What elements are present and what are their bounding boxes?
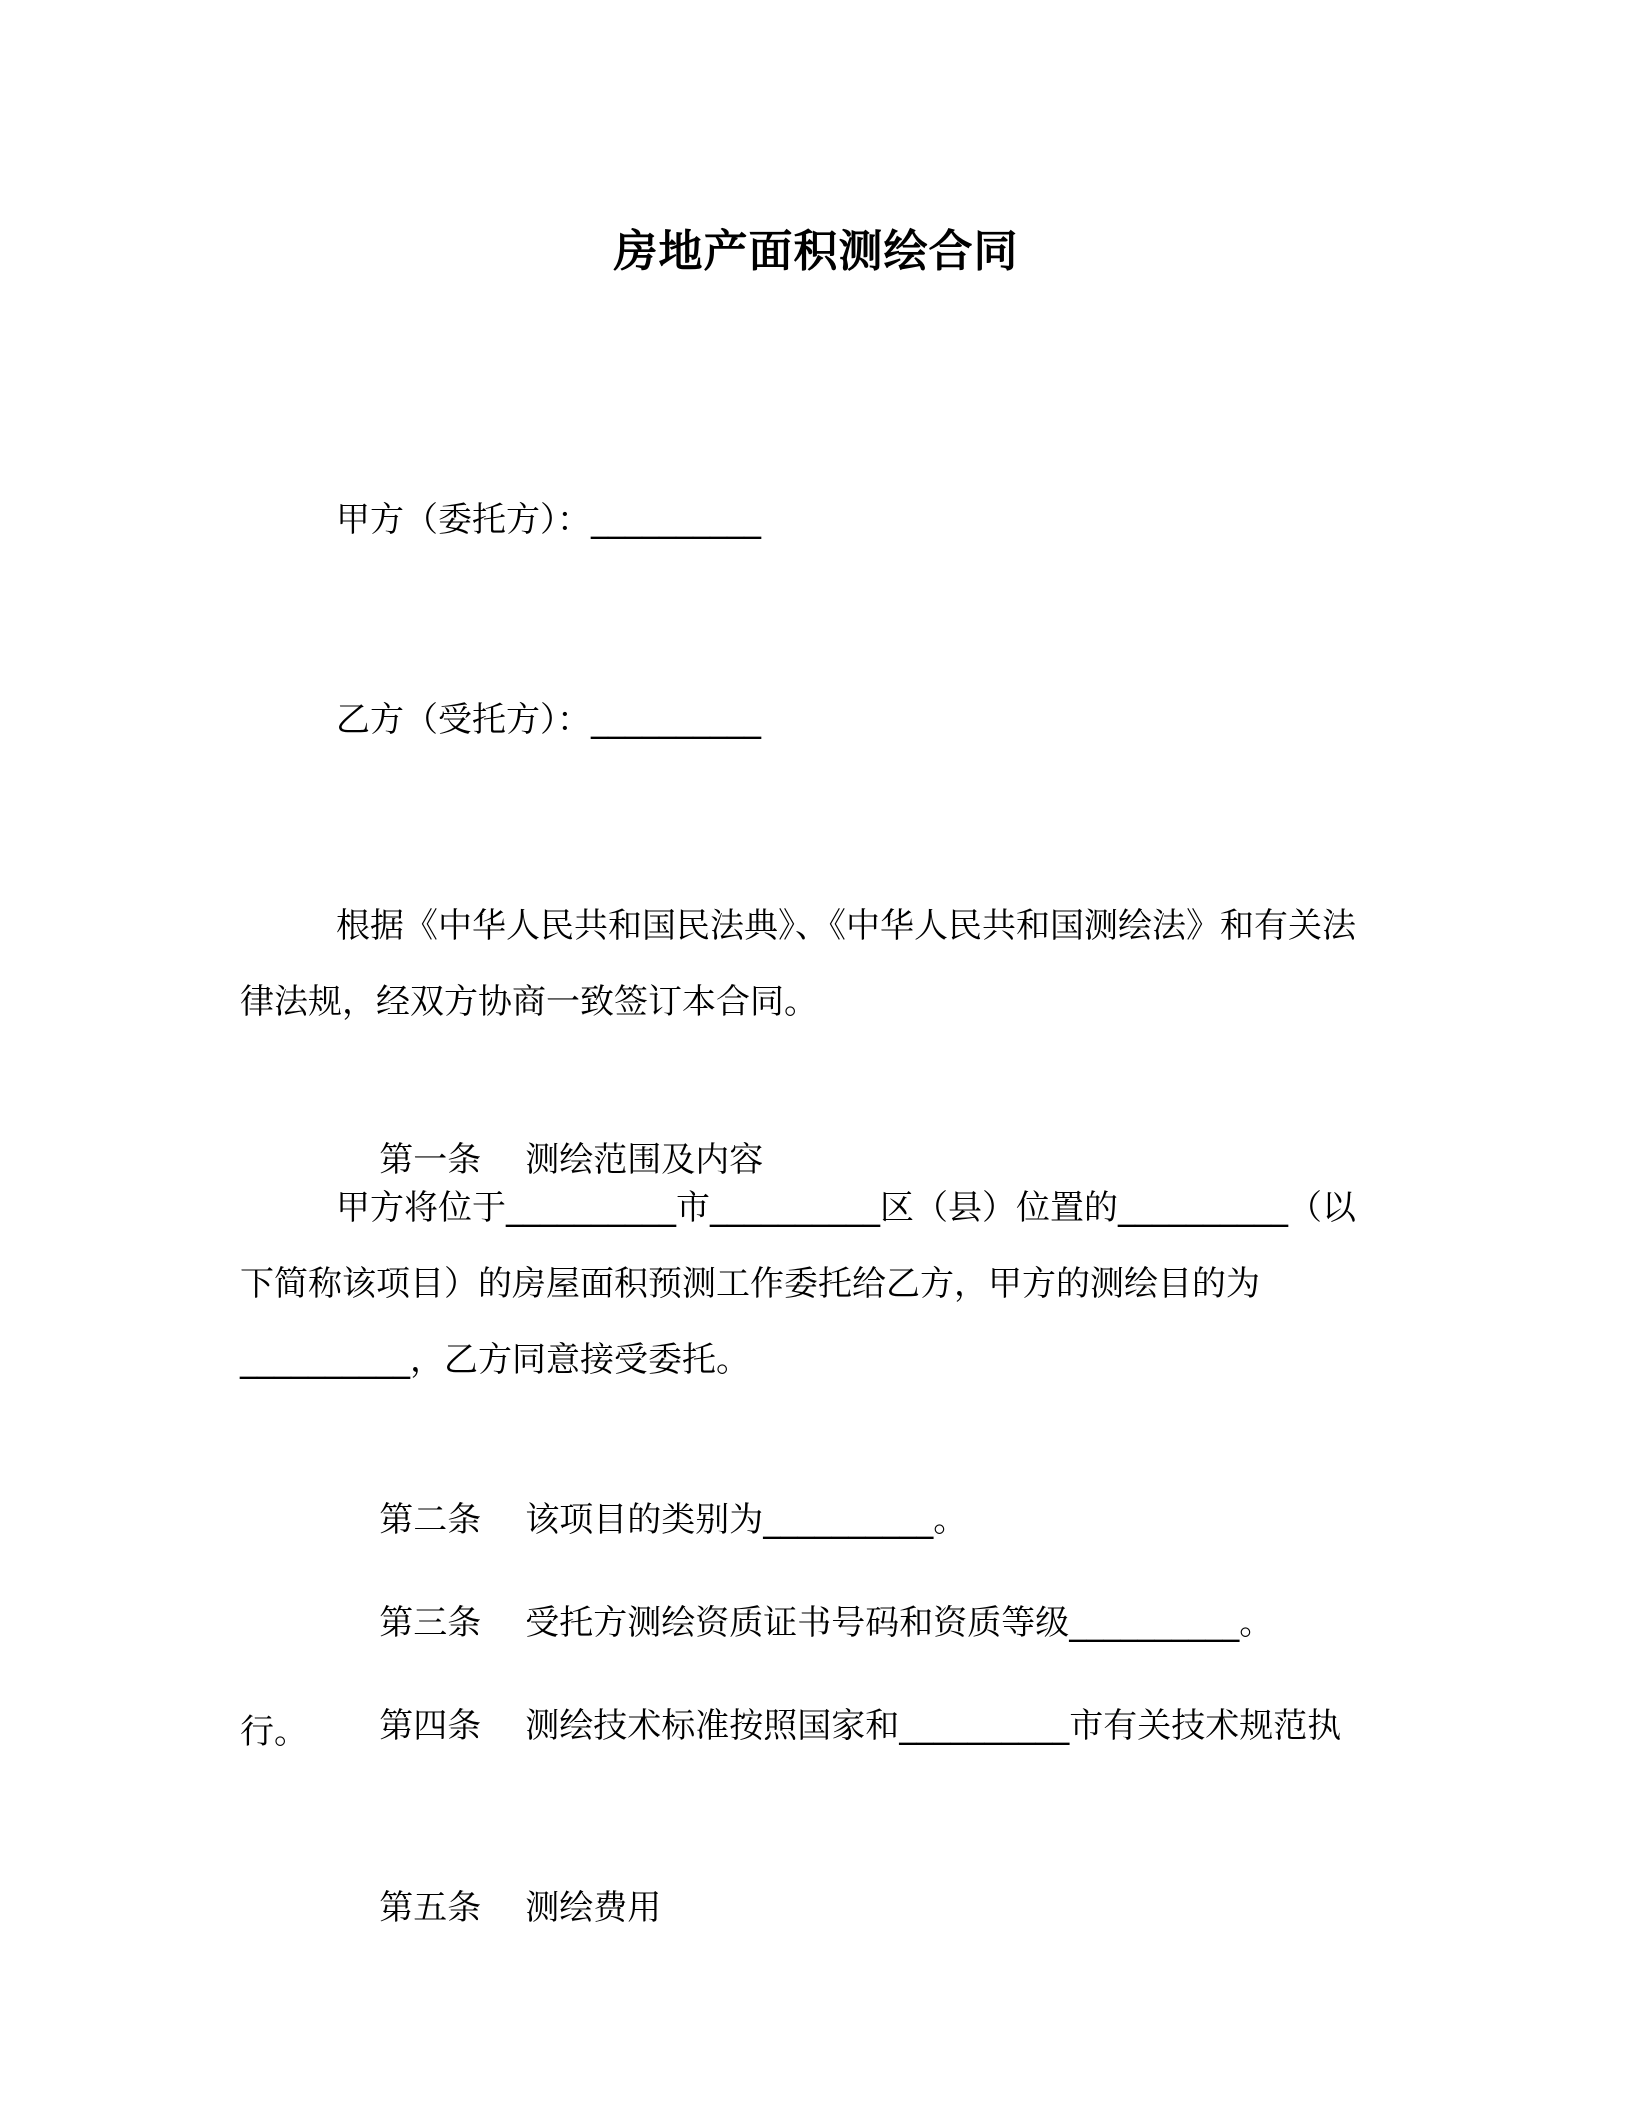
article-number: 第二条 [379, 1500, 482, 1540]
party-a-line: 甲方（委托方）：__________ [336, 500, 761, 540]
article-number: 第五条 [379, 1888, 482, 1928]
article-number: 第一条 [379, 1140, 482, 1180]
article-number: 第四条 [379, 1706, 482, 1746]
article-number: 第三条 [379, 1603, 482, 1643]
article-text: 受托方测绘资质证书号码和资质等级__________。 [525, 1603, 1274, 1643]
article-text: 测绘范围及内容 [525, 1140, 764, 1180]
intro-paragraph: 根据《中华人民共和国民法典》、《中华人民共和国测绘法》和有关法律法规，经双方协商一致签订本合同。 [240, 906, 1356, 1022]
document-title: 房地产面积测绘合同 [613, 226, 1019, 277]
article-text: 该项目的类别为__________。 [525, 1500, 968, 1540]
party-b-line: 乙方（受托方）：__________ [336, 700, 761, 740]
article-5-heading [336, 1818, 661, 1998]
article-1-body: 甲方将位于__________市__________区（县）位置的__________（以下简称该项目）的房屋面积预测工作委托给乙方，甲方的测绘目的为__________，乙方同意接受委托。 [240, 1188, 1356, 1380]
article-text: 测绘技术标准按照国家和__________市有关技术规范执 [525, 1706, 1342, 1746]
article-text: 测绘费用 [525, 1888, 662, 1928]
article-4-continuation: 行。 [240, 1712, 308, 1752]
